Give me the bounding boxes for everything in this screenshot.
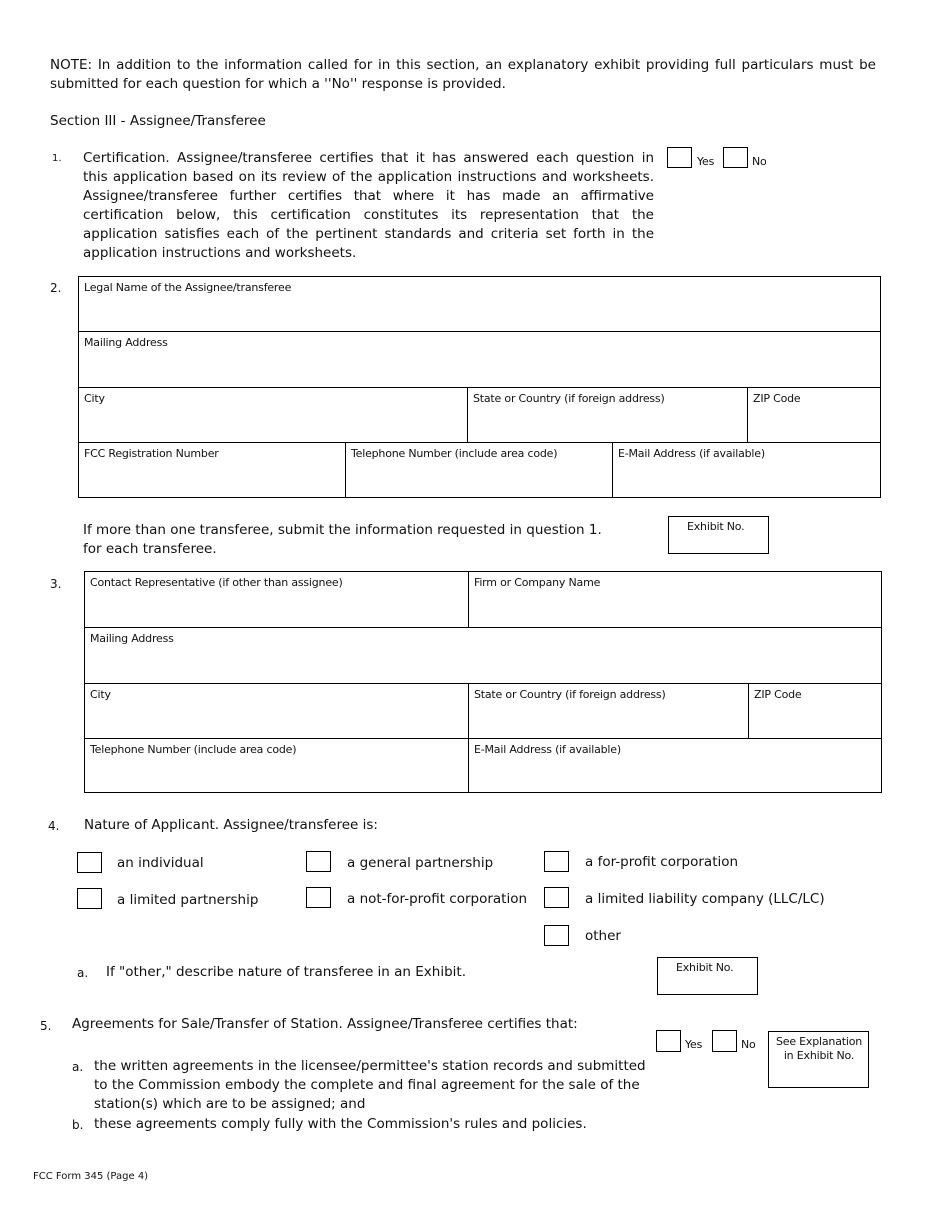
q3-zip-field[interactable] — [749, 684, 881, 738]
q2-exhibit-box[interactable] — [668, 516, 769, 554]
q1-no-label: No — [752, 155, 767, 168]
q2-more-than-one-text: If more than one transferee, submit the information requested in question 1. for each transferee. — [83, 522, 602, 557]
q3-form-table — [84, 571, 882, 793]
q4-general-partnership-checkbox[interactable] — [306, 851, 331, 872]
q2-email-label: E-Mail Address (if available) — [618, 447, 765, 460]
q5a-text: the written agreements in the licensee/permittee's station records and submitted to the Commission embody the complete and final agreement for the sale of the station(s) which are to be assigned; and — [94, 1058, 646, 1112]
q2-city-field[interactable] — [79, 388, 467, 442]
note-text: NOTE: In addition to the information called for in this section, an explanatory exhibit providing full particulars must be submitted for each question for which a ''No'' response is provided. — [50, 57, 876, 92]
q3-city-field[interactable] — [85, 684, 468, 738]
q5-no-checkbox[interactable] — [712, 1030, 737, 1052]
q5-number: 5. — [40, 1019, 52, 1033]
q2-phone-label: Telephone Number (include area code) — [351, 447, 558, 460]
q4-for-profit-checkbox[interactable] — [544, 851, 569, 872]
q2-zip-field[interactable] — [748, 388, 880, 442]
q5-explanation-label: See Explanation in Exhibit No. — [775, 1035, 863, 1062]
q1-number: 1. — [52, 153, 62, 164]
q4-individual-label: an individual — [117, 855, 204, 871]
q5-title: Agreements for Sale/Transfer of Station. Assignee/Transferee certifies that: — [72, 1016, 578, 1032]
q3-firm-field[interactable] — [469, 572, 881, 627]
q3-zip-label: ZIP Code — [754, 688, 802, 701]
q2-state-label: State or Country (if foreign address) — [473, 392, 665, 405]
q3-mailing-address-field[interactable] — [85, 628, 881, 683]
q3-state-label: State or Country (if foreign address) — [474, 688, 666, 701]
q3-phone-field[interactable] — [85, 739, 468, 792]
q1-no-checkbox[interactable] — [723, 147, 748, 168]
q3-phone-label: Telephone Number (include area code) — [90, 743, 297, 756]
q3-email-label: E-Mail Address (if available) — [474, 743, 621, 756]
q2-phone-field[interactable] — [346, 443, 612, 497]
q5-yes-checkbox[interactable] — [656, 1030, 681, 1052]
q4-exhibit-label: Exhibit No. — [676, 961, 734, 974]
q4-limited-partnership-checkbox[interactable] — [77, 888, 102, 909]
q4-individual-checkbox[interactable] — [77, 852, 102, 873]
q4-exhibit-box[interactable] — [657, 957, 758, 995]
q3-contact-label: Contact Representative (if other than assignee) — [90, 576, 343, 589]
q1-yes-checkbox[interactable] — [667, 147, 692, 168]
section-title: Section III - Assignee/Transferee — [50, 113, 266, 129]
q2-mailing-address-field[interactable] — [79, 332, 880, 387]
q4-other-label: other — [585, 928, 621, 944]
q4-not-for-profit-checkbox[interactable] — [306, 887, 331, 908]
q2-city-label: City — [84, 392, 105, 405]
q5a-label: a. — [72, 1060, 84, 1074]
q4a-text: If "other," describe nature of transferee in an Exhibit. — [106, 964, 466, 980]
q2-form-table — [78, 276, 881, 498]
q3-firm-label: Firm or Company Name — [474, 576, 601, 589]
q5-no-label: No — [741, 1038, 756, 1051]
q3-number: 3. — [50, 577, 62, 591]
q1-certification-text: Certification. Assignee/transferee certifies that it has answered each question in this application based on its review of the application instructions and worksheets. Assignee/transferee further certifies that where it has made an affirmative certification below, this certification constitutes its representation that the application satisfies each of the pertinent standards and criteria set forth in the application instructions and worksheets. — [83, 150, 654, 261]
q4-for-profit-label: a for-profit corporation — [585, 854, 739, 870]
q4a-label: a. — [77, 966, 89, 980]
q2-number: 2. — [50, 281, 62, 295]
q2-exhibit-label: Exhibit No. — [687, 520, 745, 533]
q2-state-field[interactable] — [468, 388, 747, 442]
q4-number: 4. — [48, 819, 60, 833]
q5b-label: b. — [72, 1118, 84, 1132]
q4-general-partnership-label: a general partnership — [347, 855, 494, 871]
q2-legal-name-label: Legal Name of the Assignee/transferee — [84, 281, 292, 294]
q2-frn-label: FCC Registration Number — [84, 447, 219, 460]
footer-form-id: FCC Form 345 (Page 4) — [33, 1171, 149, 1182]
q3-city-label: City — [90, 688, 111, 701]
q5-yes-label: Yes — [685, 1038, 703, 1051]
q3-email-field[interactable] — [469, 739, 881, 792]
q3-state-field[interactable] — [469, 684, 748, 738]
q4-not-for-profit-label: a not-for-profit corporation — [347, 891, 528, 907]
q4-llc-label: a limited liability company (LLC/LC) — [585, 891, 825, 907]
q4-title: Nature of Applicant. Assignee/transferee is: — [84, 817, 378, 833]
q2-legal-name-field[interactable] — [79, 277, 880, 331]
q2-frn-field[interactable] — [79, 443, 345, 497]
q4-llc-checkbox[interactable] — [544, 887, 569, 908]
q2-mailing-address-label: Mailing Address — [84, 336, 168, 349]
q4-limited-partnership-label: a limited partnership — [117, 892, 259, 908]
q5-explanation-box[interactable] — [768, 1031, 869, 1088]
q2-zip-label: ZIP Code — [753, 392, 801, 405]
q2-email-field[interactable] — [613, 443, 880, 497]
q5b-text: these agreements comply fully with the Commission's rules and policies. — [94, 1116, 587, 1132]
q3-contact-field[interactable] — [85, 572, 468, 627]
q4-other-checkbox[interactable] — [544, 925, 569, 946]
q3-mailing-address-label: Mailing Address — [90, 632, 174, 645]
q1-yes-label: Yes — [697, 155, 715, 168]
